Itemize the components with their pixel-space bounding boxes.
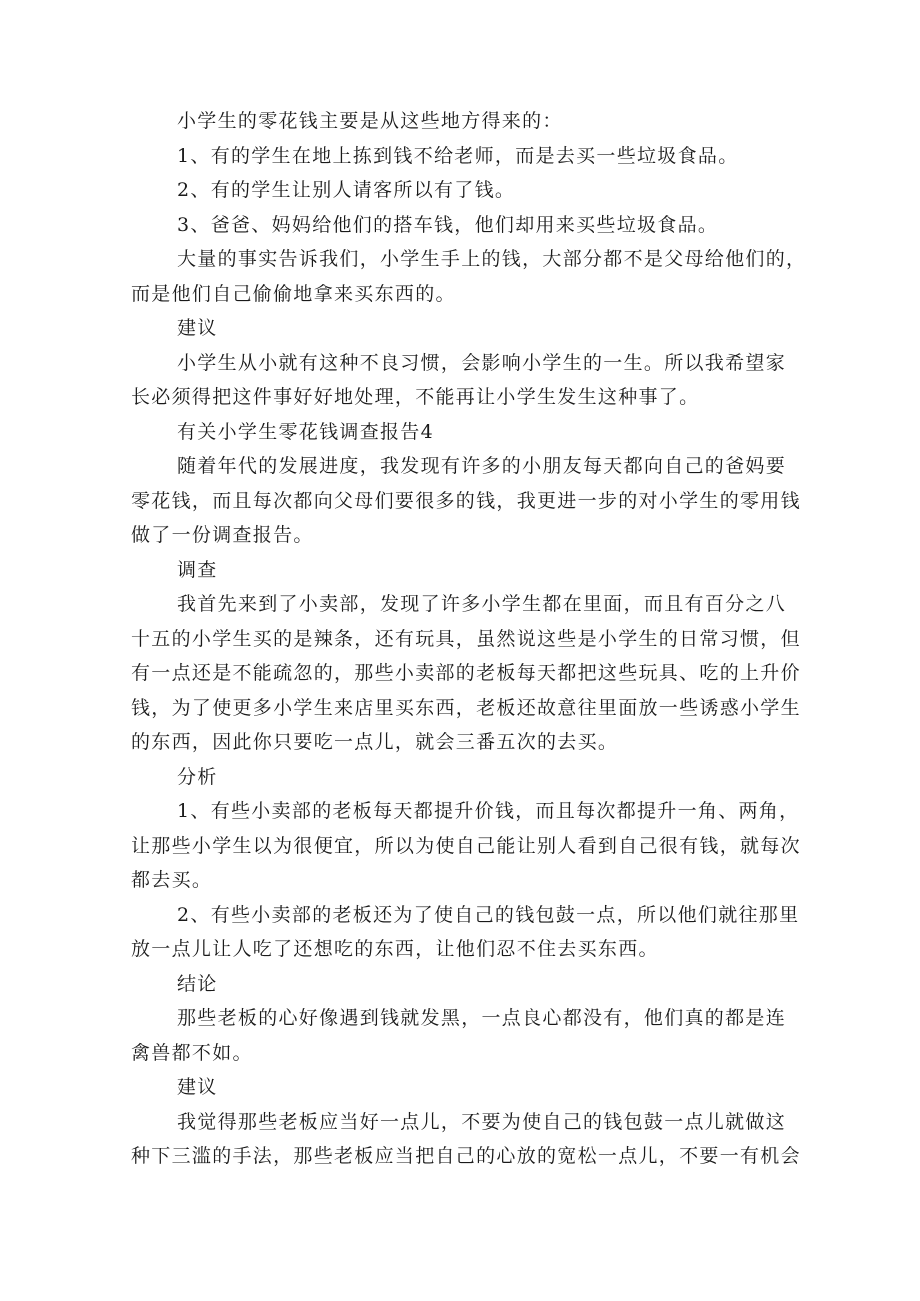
heading-conclusion-paragraph (131, 967, 791, 1002)
text-line: 十五的小学生买的是辣条，还有玩具，虽然说这些是小学生的日常习惯，但 (131, 627, 801, 650)
text-line: 建议 (177, 317, 218, 339)
text-line: 3、爸爸、妈妈给他们的搭车钱，他们却用来买些垃圾食品。 (177, 213, 719, 236)
source-2-paragraph (131, 173, 791, 208)
text-line: 做了一份调查报告。 (131, 524, 314, 546)
facts-paragraph (131, 242, 807, 311)
text-line: 有一点还是不能疏忽的，那些小卖部的老板每天都把这些玩具、吃的上升价 (131, 662, 801, 684)
conclusion-paragraph (131, 1001, 791, 1070)
heading-suggestion-1-paragraph (131, 311, 791, 346)
text-line: 那些老板的心好像遇到钱就发黑，一点良心都没有，他们真的都是连 (177, 1007, 787, 1029)
text-line: 有关小学生零花钱调查报告4 (177, 420, 434, 443)
heading-survey-paragraph (131, 553, 791, 588)
text-line: 钱，为了使更多小学生来店里买东西，老板还故意往里面放一些诱惑小学生 (131, 696, 801, 719)
analysis-1-paragraph (131, 794, 801, 898)
sources-intro-paragraph (131, 104, 791, 139)
suggestion-2-paragraph (131, 1105, 801, 1174)
analysis-2-paragraph (131, 898, 800, 967)
text-line: 小学生的零花钱主要是从这些地方得来的： (177, 110, 563, 132)
text-line: 种下三滥的手法，那些老板应当把自己的心放的宽松一点儿，不要一有机会 (131, 1145, 801, 1167)
text-line: 调查 (177, 558, 218, 581)
text-line: 零花钱，而且每次都向父母们要很多的钱，我更进一步的对小学生的零用钱 (131, 489, 801, 512)
text-line: 我觉得那些老板应当好一点儿，不要为使自己的钱包鼓一点儿就做这 (177, 1110, 787, 1133)
source-3-paragraph (131, 208, 791, 243)
text-line: 禽兽都不如。 (131, 1041, 253, 1064)
text-line: 随着年代的发展进度，我发现有许多的小朋友每天都向自己的爸妈要 (177, 455, 787, 477)
suggestion-1-paragraph (131, 346, 791, 415)
text-line: 大量的事实告诉我们，小学生手上的钱，大部分都不是父母给他们的， (177, 248, 807, 270)
text-line: 2、有的学生让别人请客所以有了钱。 (177, 179, 516, 201)
text-line: 结论 (177, 972, 218, 995)
text-line: 放一点儿让人吃了还想吃的东西，让他们忍不住去买东西。 (131, 938, 659, 960)
text-line: 2、有些小卖部的老板还为了使自己的钱包鼓一点，所以他们就往那里 (177, 903, 800, 926)
text-line: 让那些小学生以为很便宜，所以为使自己能让别人看到自己很有钱，就每次 (131, 834, 801, 857)
document-page (131, 104, 807, 1174)
text-line: 分析 (177, 765, 218, 788)
text-line: 1、有些小卖部的老板每天都提升价钱，而且每次都提升一角、两角， (177, 800, 800, 822)
report-intro-paragraph (131, 449, 801, 553)
text-line: 我首先来到了小卖部，发现了许多小学生都在里面，而且有百分之八 (177, 593, 787, 615)
text-line: 1、有的学生在地上拣到钱不给老师，而是去买一些垃圾食品。 (177, 144, 739, 167)
text-line: 长必须得把这件事好好地处理，不能再让小学生发生这种事了。 (131, 386, 700, 408)
heading-analysis-paragraph (131, 760, 791, 795)
text-line: 而是他们自己偷偷地拿来买东西的。 (131, 282, 456, 305)
text-line: 建议 (177, 1076, 218, 1098)
text-line: 的东西，因此你只要吃一点儿，就会三番五次的去买。 (131, 731, 619, 753)
text-line: 都去买。 (131, 869, 213, 891)
text-line: 小学生从小就有这种不良习惯，会影响小学生的一生。所以我希望家 (177, 351, 787, 374)
source-1-paragraph (131, 139, 791, 174)
survey-paragraph (131, 587, 801, 760)
heading-suggestion-2-paragraph (131, 1070, 791, 1105)
report-title-paragraph (131, 415, 791, 450)
